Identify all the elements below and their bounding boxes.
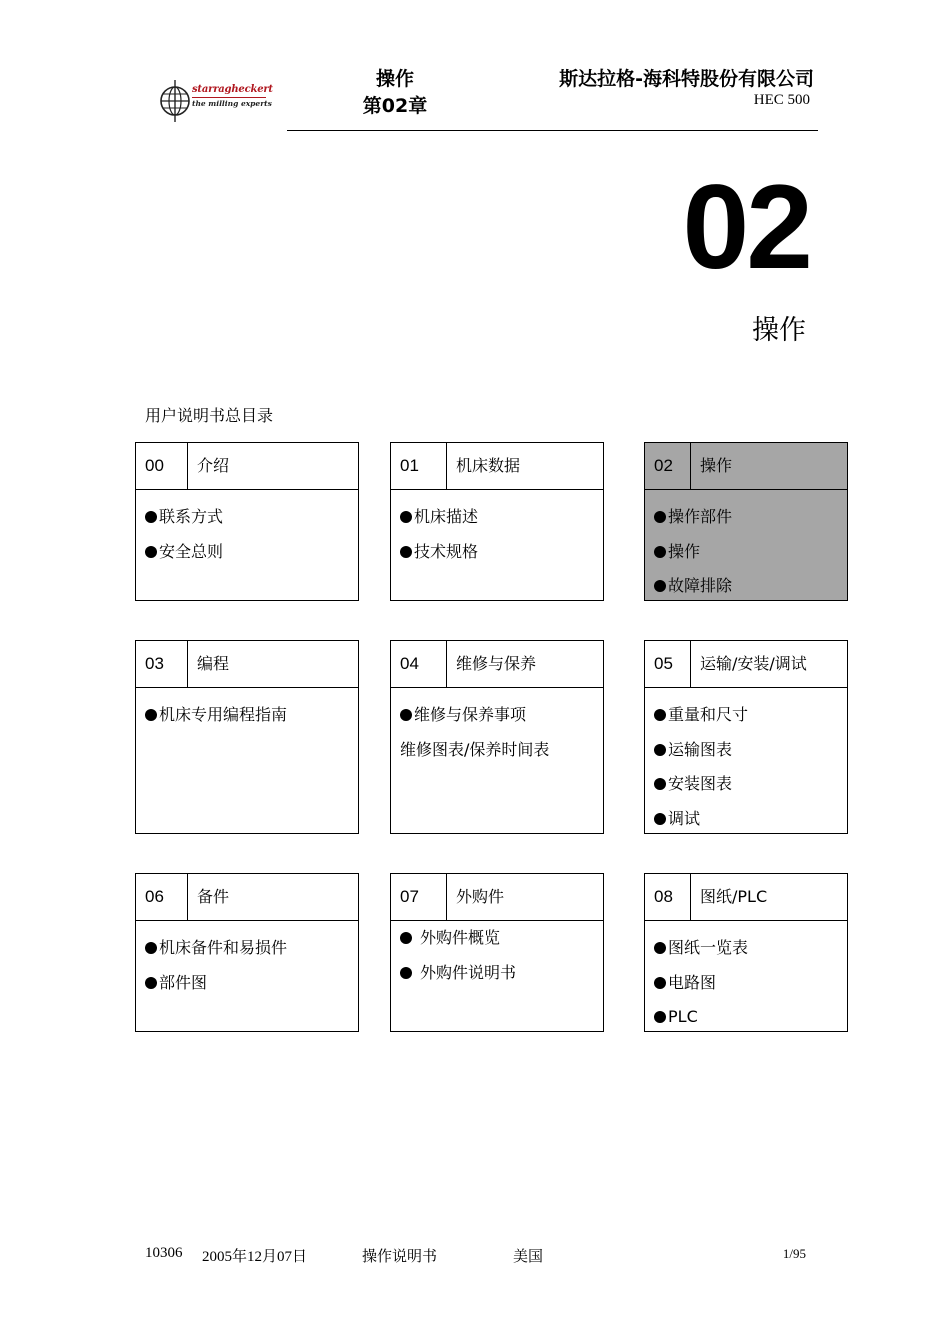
toc-box-items — [136, 921, 358, 1000]
toc-item: 维修与保养事项 — [400, 698, 603, 733]
toc-item: 外购件概览 — [400, 921, 603, 956]
toc-box-title: 维修与保养 — [456, 654, 537, 673]
toc-box-header — [136, 443, 358, 490]
chapter-big-number: 02 — [682, 160, 810, 294]
toc-box-title: 外购件 — [456, 887, 505, 906]
toc-box-items — [391, 688, 603, 767]
toc-item: 技术规格 — [400, 535, 603, 570]
bullet-icon — [654, 709, 666, 721]
bullet-icon — [654, 546, 666, 558]
toc-box-number: 01 — [391, 443, 447, 489]
toc-box-title: 图纸/PLC — [700, 887, 768, 906]
toc-box-items — [645, 688, 847, 836]
toc-item: PLC — [654, 1000, 847, 1035]
bullet-icon — [654, 813, 666, 825]
logo-brand: starragheckert — [192, 84, 273, 95]
chapter-title: 操作 — [752, 315, 806, 346]
toc-box-number: 02 — [645, 443, 691, 489]
toc-box-07[interactable] — [390, 873, 604, 1032]
bullet-icon — [400, 546, 412, 558]
bullet-icon — [654, 511, 666, 523]
company-name: 斯达拉格-海科特股份有限公司 — [559, 68, 814, 90]
toc-item: 外购件说明书 — [400, 956, 603, 991]
toc-box-title: 运输/安装/调试 — [700, 654, 807, 673]
toc-box-header — [391, 874, 603, 921]
toc-box-number: 00 — [136, 443, 188, 489]
toc-box-08[interactable] — [644, 873, 848, 1032]
bullet-icon — [654, 1011, 666, 1023]
bullet-icon — [400, 967, 412, 979]
toc-box-items — [136, 490, 358, 569]
bullet-icon — [145, 546, 157, 558]
toc-box-05[interactable] — [644, 640, 848, 834]
toc-heading: 用户说明书总目录 — [145, 406, 274, 425]
toc-item: 重量和尺寸 — [654, 698, 847, 733]
bullet-icon — [145, 511, 157, 523]
toc-box-title: 编程 — [197, 654, 230, 673]
chapter-header — [345, 66, 445, 120]
toc-box-items — [136, 688, 358, 733]
toc-box-number: 03 — [136, 641, 188, 687]
toc-box-title: 备件 — [197, 887, 230, 906]
toc-box-number: 07 — [391, 874, 447, 920]
toc-box-00[interactable] — [135, 442, 359, 601]
toc-item: 运输图表 — [654, 733, 847, 768]
toc-item: 安装图表 — [654, 767, 847, 802]
toc-box-items — [645, 921, 847, 1035]
toc-item: 维修图表/保养时间表 — [400, 739, 550, 759]
toc-box-number: 05 — [645, 641, 691, 687]
toc-box-header — [645, 641, 847, 688]
toc-item: 机床专用编程指南 — [145, 698, 358, 733]
toc-box-03[interactable] — [135, 640, 359, 834]
toc-box-header — [645, 874, 847, 921]
toc-item: 联系方式 — [145, 500, 358, 535]
toc-box-number: 04 — [391, 641, 447, 687]
machine-model: HEC 500 — [753, 92, 810, 108]
bullet-icon — [145, 709, 157, 721]
toc-item: 调试 — [654, 802, 847, 837]
bullet-icon — [654, 942, 666, 954]
toc-item: 电路图 — [654, 966, 847, 1001]
toc-box-title: 机床数据 — [456, 456, 521, 475]
toc-box-title: 介绍 — [197, 456, 230, 475]
footer-doc-type: 操作说明书 — [362, 1249, 438, 1265]
logo-rule — [192, 97, 266, 98]
bullet-icon — [400, 932, 412, 944]
bullet-icon — [654, 744, 666, 756]
toc-item: 安全总则 — [145, 535, 358, 570]
toc-item: 机床描述 — [400, 500, 603, 535]
toc-box-header — [136, 874, 358, 921]
toc-item: 操作 — [654, 535, 847, 570]
toc-box-06[interactable] — [135, 873, 359, 1032]
toc-item: 机床备件和易损件 — [145, 931, 358, 966]
bullet-icon — [145, 977, 157, 989]
bullet-icon — [654, 778, 666, 790]
header-divider — [287, 130, 818, 131]
toc-box-01[interactable] — [390, 442, 604, 601]
toc-box-header — [391, 443, 603, 490]
toc-box-items — [391, 490, 603, 569]
chapter-number: 第02章 — [362, 95, 428, 117]
toc-item: 故障排除 — [654, 569, 847, 604]
toc-box-items — [391, 921, 603, 990]
toc-box-number: 06 — [136, 874, 188, 920]
globe-logo-icon — [158, 78, 192, 124]
toc-box-title: 操作 — [700, 456, 733, 475]
toc-box-header — [645, 443, 847, 490]
toc-box-header — [391, 641, 603, 688]
bullet-icon — [400, 709, 412, 721]
toc-item: 操作部件 — [654, 500, 847, 535]
bullet-icon — [654, 580, 666, 592]
toc-box-04[interactable] — [390, 640, 604, 834]
footer-date: 2005年12月07日 — [202, 1249, 308, 1265]
toc-item: 图纸一览表 — [654, 931, 847, 966]
toc-item: 部件图 — [145, 966, 358, 1001]
toc-box-header — [136, 641, 358, 688]
toc-box-02-current[interactable] — [644, 442, 848, 601]
company-logo — [158, 78, 278, 124]
toc-box-items — [645, 490, 847, 604]
bullet-icon — [145, 942, 157, 954]
footer-page-number: 1/95 — [782, 1246, 806, 1261]
footer-doc-code: 10306 — [145, 1245, 183, 1261]
chapter-label: 操作 — [375, 68, 414, 90]
toc-box-number: 08 — [645, 874, 691, 920]
bullet-icon — [400, 511, 412, 523]
footer-country: 美国 — [513, 1249, 544, 1265]
bullet-icon — [654, 977, 666, 989]
logo-tagline: the milling experts — [192, 99, 272, 108]
